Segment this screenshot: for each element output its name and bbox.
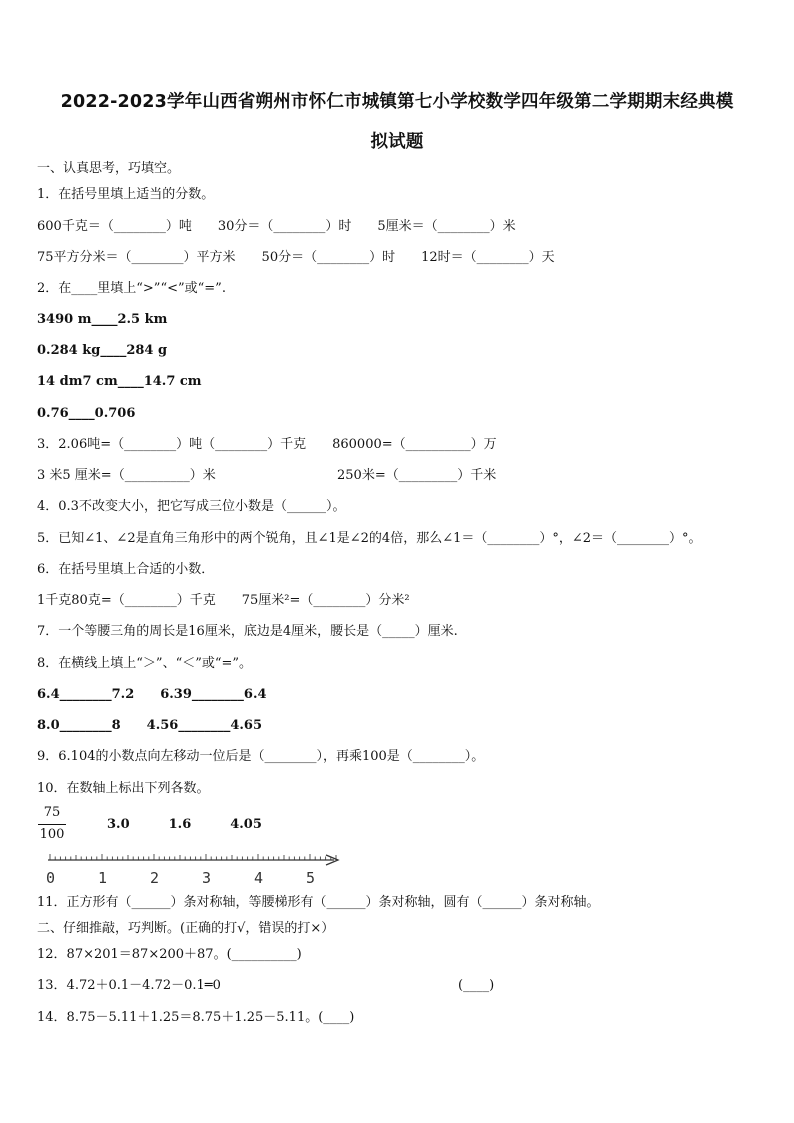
number-line [36,846,356,886]
question-14: 14．8.75－5.11＋1.25＝8.75＋1.25－5.11。(____) [37,1010,355,1025]
question-6-stem: 6．在括号里填上合适的小数． [37,562,215,577]
question-6-row: 1千克80克=（________）千克 75厘米²=（________）分米² [37,593,410,608]
question-7: 7．一个等腰三角的周长是16厘米，底边是4厘米，腰长是（_____）厘米. [37,624,458,639]
question-8-row-2: 8.0________8 4.56________4.65 [37,718,262,733]
fraction-75-over-100 [38,804,66,844]
question-3-row-2b: 250米=（_________）千米 [337,468,497,483]
question-4: 4．0.3不改变大小，把它写成三位小数是（______）。 [37,499,346,514]
question-11: 11．正方形有（______）条对称轴，等腰梯形有（______）条对称轴，圆有（______）条对称轴。 [37,895,600,910]
number-line-label: 1 [98,869,108,886]
question-10-stem: 10．在数轴上标出下列各数。 [37,781,210,796]
question-13: 13．4.72＋0.1－4.72－0.1═0 [37,978,221,993]
fraction-bar [38,824,66,825]
number-line-label: 5 [306,869,316,886]
question-5: 5．已知∠1、∠2是直角三角形中的两个锐角，且∠1是∠2的4倍，那么∠1＝（________）°，∠2＝（________）°。 [37,531,702,546]
section-1-heading: 一、认真思考，巧填空。 [37,161,181,176]
question-2-stem: 2．在____里填上“>”“<”或“=”. [37,281,226,296]
question-1-stem: 1．在括号里填上适当的分数。 [37,187,215,202]
question-10-values: 3.0 1.6 4.05 [107,817,262,832]
question-1-row-1: 600千克＝（________）吨 30分＝（________）时 5厘米＝（________）米 [37,219,516,234]
section-2-heading: 二、仔细推敲，巧判断。(正确的打√，错误的打×） [37,921,335,936]
page-title-line-2: 拟试题 [370,132,424,152]
fraction-denominator: 100 [39,827,65,842]
question-8-row-1: 6.4________7.2 6.39________6.4 [37,687,267,702]
question-2-item-4: 0.76____0.706 [37,406,136,421]
question-13-answer-blank[interactable]: (____) [458,978,495,993]
number-line-label: 0 [46,869,56,886]
question-1-row-2: 75平方分米＝（________）平方米 50分＝（________）时 12时＝（________）天 [37,250,555,265]
question-2-item-1: 3490 m____2.5 km [37,312,168,327]
question-3-row-2a: 3 米5 厘米=（__________）米 [37,468,216,483]
question-12: 12．87×201＝87×200＋87。(__________) [37,947,302,962]
number-line-label: 2 [150,869,160,886]
number-line-labels [46,869,315,886]
question-8-stem: 8．在横线上填上“＞”、“＜”或“=”。 [37,656,253,671]
question-9: 9．6.104的小数点向左移动一位后是（________），再乘100是（________）。 [37,749,485,764]
number-line-ticks [50,854,336,860]
number-line-label: 4 [254,869,264,886]
question-2-item-3: 14 dm7 cm____14.7 cm [37,374,202,389]
question-2-item-2: 0.284 kg____284 g [37,343,168,358]
number-line-label: 3 [202,869,212,886]
question-3-row-1: 3．2.06吨=（________）吨（________）千克 860000=（__________）万 [37,437,497,452]
page-title-line-1: 2022-2023学年山西省朔州市怀仁市城镇第七小学校数学四年级第二学期期末经典模 [60,92,734,112]
fraction-numerator: 75 [43,805,61,820]
